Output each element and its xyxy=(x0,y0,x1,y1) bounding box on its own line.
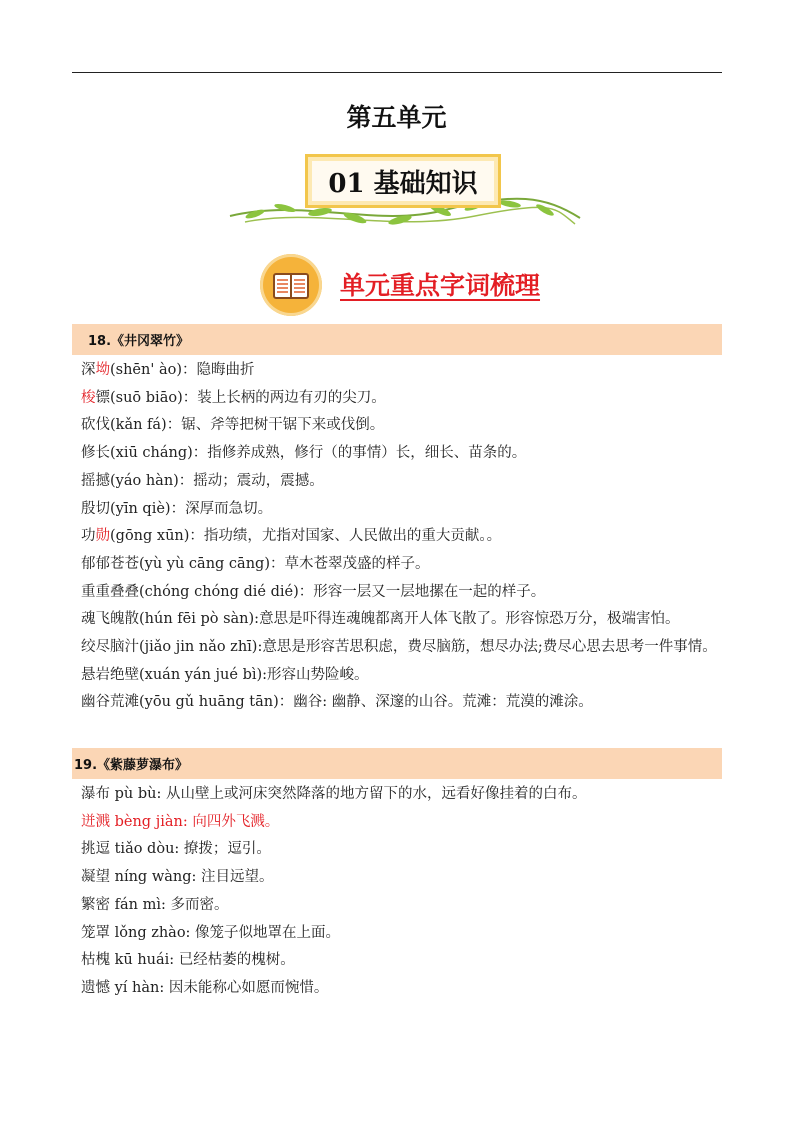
entry-text: 遗憾 yí hàn: 因未能称心如愿而惋惜。 xyxy=(81,979,329,996)
entry-text: 重重叠叠(chóng chóng dié dié)：形容一层又一层地摞在一起的样子。 xyxy=(81,583,546,600)
unit-title: 第五单元 xyxy=(346,103,447,132)
entry-text: 摇撼(yáo hàn)：摇动；震动，震撼。 xyxy=(81,472,324,489)
basics-banner xyxy=(225,148,585,230)
entry-text: 修长(xiū cháng)：指修养成熟，修行（的事情）长，细长、苗条的。 xyxy=(81,445,527,462)
vocab-entry xyxy=(81,496,721,524)
vocab-entry xyxy=(81,634,721,662)
highlighted-text: 坳 xyxy=(95,362,110,378)
vocab-entry xyxy=(81,440,721,468)
entry-text: 枯槐 kū huái: 已经枯萎的槐树。 xyxy=(81,952,295,969)
entry-text: 悬岩绝壁(xuán yán jué bì):形容山势险峻。 xyxy=(81,666,369,683)
lesson-18-entries xyxy=(81,357,721,717)
entry-text: 深 xyxy=(81,362,96,378)
vocab-entry xyxy=(81,836,721,864)
section-title: 单元重点字词梳理 xyxy=(340,271,541,300)
highlighted-text: 勋 xyxy=(95,528,110,545)
entry-text: 魂飞魄散(hún fēi pò sàn):意思是吓得连魂魄都离开人体飞散了。形容惊恐万分，极端害怕。 xyxy=(81,611,680,628)
vocab-entry xyxy=(81,781,721,809)
vocab-entry xyxy=(81,551,721,579)
highlighted-text: 迸溅 bèng jiàn: 向四外飞溅。 xyxy=(81,813,280,830)
lesson-19-entries xyxy=(81,781,721,1003)
vocab-entry xyxy=(81,975,721,1003)
entry-text: 瀑布 pù bù: 从山壁上或河床突然降落的地方留下的水，远看好像挂着的白布。 xyxy=(81,786,587,802)
vocab-entry xyxy=(81,385,721,413)
vocab-entry xyxy=(81,606,721,634)
entry-text: 殷切(yīn qiè)：深厚而急切。 xyxy=(81,500,273,517)
entry-text: 镖(suō biāo)：装上长柄的两边有刃的尖刀。 xyxy=(95,389,386,406)
entry-text: 幽谷荒滩(yōu gǔ huāng tān)：幽谷: 幽静、深邃的山谷。荒滩：荒漠的滩涂。 xyxy=(81,694,593,711)
vocab-entry xyxy=(81,468,721,496)
header-rule xyxy=(72,72,722,73)
lesson-heading-19: 19.《紫藤萝瀑布》 xyxy=(72,748,722,779)
entry-text: 笼罩 lǒng zhào: 像笼子似地罩在上面。 xyxy=(81,924,341,941)
lesson-heading-18: 18.《井冈翠竹》 xyxy=(72,324,722,355)
entry-text: 砍伐(kǎn fá)：锯、斧等把树干锯下来或伐倒。 xyxy=(81,417,385,434)
book-icon xyxy=(260,254,322,316)
entry-text: 功 xyxy=(81,528,96,545)
vocab-entry xyxy=(81,892,721,920)
vocab-entry xyxy=(81,412,721,440)
entry-text: 郁郁苍苍(yù yù cāng cāng)：草木苍翠茂盛的样子。 xyxy=(81,555,430,572)
vocab-entry xyxy=(81,357,721,385)
vocab-entry xyxy=(81,689,721,717)
vocab-entry xyxy=(81,920,721,948)
vocab-entry xyxy=(81,947,721,975)
highlighted-text: 梭 xyxy=(81,389,96,406)
vocab-entry xyxy=(81,809,721,837)
banner-label: 01 基础知识 xyxy=(305,154,501,208)
entry-text: (gōng xūn)：指功绩，尤指对国家、人民做出的重大贡献。。 xyxy=(110,528,502,545)
vocab-entry xyxy=(81,662,721,690)
entry-text: (shēn' ào)：隐晦曲折 xyxy=(110,362,255,378)
vocab-entry xyxy=(81,523,721,551)
entry-text: 凝望 níng wàng: 注目远望。 xyxy=(81,869,274,886)
entry-text: 绞尽脑汁(jiǎo jin nǎo zhī):意思是形容苦思积虑，费尽脑筋，想尽办法;费尽心思去思考一件事情。 xyxy=(81,639,717,656)
entry-text: 繁密 fán mì: 多而密。 xyxy=(81,896,229,913)
vocab-entry xyxy=(81,864,721,892)
entry-text: 挑逗 tiǎo dòu: 撩拨；逗引。 xyxy=(81,841,271,858)
vocab-entry xyxy=(81,579,721,607)
